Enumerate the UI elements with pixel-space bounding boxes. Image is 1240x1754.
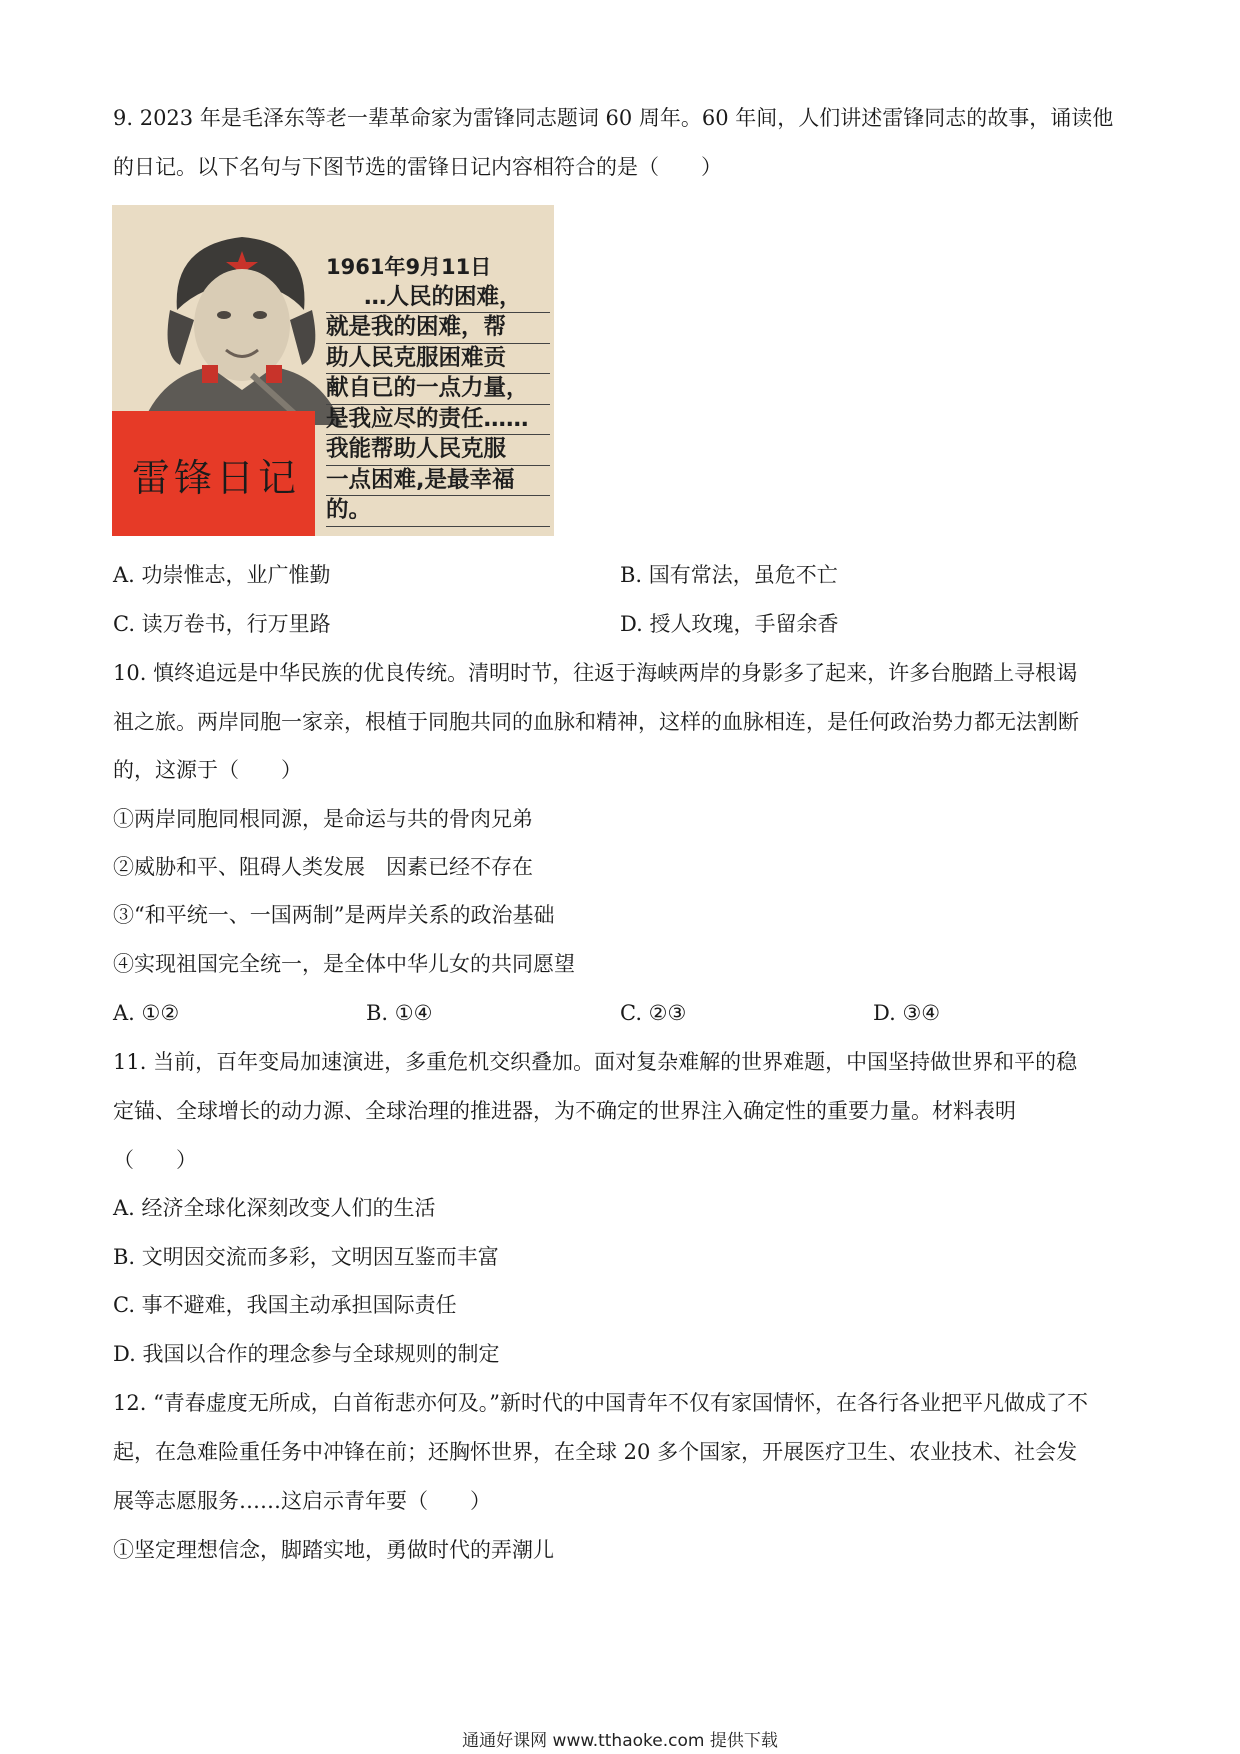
- diary-line: 一点困难,是最幸福: [326, 466, 550, 497]
- lei-feng-diary-image: [112, 205, 554, 536]
- lei-feng-portrait: [132, 215, 352, 425]
- diary-line: …人民的困难，: [326, 283, 550, 314]
- q10-option-d: D. ③④: [873, 1001, 941, 1025]
- q10-stem-line1: 10. 慎终追远是中华民族的优良传统。清明时节，往返于海峡两岸的身影多了起来，许多台胞踏上寻根谒: [113, 661, 1078, 685]
- q10-item-3: ③“和平统一、一国两制”是两岸关系的政治基础: [113, 903, 555, 927]
- q9-option-b: B. 国有常法，虽危不亡: [620, 563, 838, 587]
- q11-option-c: C. 事不避难，我国主动承担国际责任: [113, 1293, 457, 1317]
- q9-stem-line1: 9. 2023 年是毛泽东等老一辈革命家为雷锋同志题词 60 周年。60 年间，人们讲述雷锋同志的故事，诵读他: [113, 106, 1114, 130]
- q9-stem-line2: 的日记。以下名句与下图节选的雷锋日记内容相符合的是（ ）: [113, 155, 722, 179]
- q11-option-a: A. 经济全球化深刻改变人们的生活: [113, 1196, 436, 1220]
- q12-item-1: ①坚定理想信念，脚踏实地，勇做时代的弄潮儿: [113, 1538, 554, 1562]
- diary-line: 就是我的困难，帮: [326, 313, 550, 344]
- q10-option-c: C. ②③: [620, 1001, 687, 1025]
- q10-option-b: B. ①④: [366, 1001, 433, 1025]
- q10-item-4: ④实现祖国完全统一，是全体中华儿女的共同愿望: [113, 952, 575, 976]
- q10-item-1: ①两岸同胞同根同源，是命运与共的骨肉兄弟: [113, 807, 533, 831]
- diary-cover: [112, 411, 315, 536]
- diary-line: 助人民克服困难贡: [326, 344, 550, 375]
- q9-option-c: C. 读万卷书，行万里路: [113, 612, 331, 636]
- q11-stem-line3: （ ）: [113, 1148, 197, 1172]
- q12-stem-line2: 起，在急难险重任务中冲锋在前；还胸怀世界，在全球 20 多个国家，开展医疗卫生、农业技术、社会发: [113, 1440, 1078, 1464]
- q10-stem-line2: 祖之旅。两岸同胞一家亲，根植于同胞共同的血脉和精神，这样的血脉相连，是任何政治势力都无法割断: [113, 710, 1079, 734]
- q10-stem-line3: 的，这源于（ ）: [113, 758, 302, 782]
- diary-date: 1961年9月11日: [326, 255, 492, 279]
- q9-option-d: D. 授人玫瑰，手留余香: [620, 612, 839, 636]
- q9-option-a: A. 功崇惟志，业广惟勤: [113, 563, 331, 587]
- diary-excerpt: [326, 253, 550, 527]
- q10-item-2: ②威胁和平、阻碍人类发展 因素已经不存在: [113, 855, 533, 879]
- q11-stem-line1: 11. 当前，百年变局加速演进，多重危机交织叠加。面对复杂难解的世界难题，中国坚持做世界和平的稳: [113, 1050, 1078, 1074]
- q10-option-a: A. ①②: [113, 1001, 180, 1025]
- q12-stem-line3: 展等志愿服务……这启示青年要（ ）: [113, 1489, 491, 1513]
- diary-cover-title: 雷锋日记: [132, 456, 301, 500]
- diary-line: 是我应尽的责任……: [326, 405, 550, 436]
- page-footer: 通通好课网 www.tthaoke.com 提供下载: [462, 1731, 778, 1751]
- diary-line: 我能帮助人民克服: [326, 435, 550, 466]
- diary-line: 的。: [326, 496, 550, 527]
- q12-stem-line1: 12. “青春虚度无所成，白首衔悲亦何及。”新时代的中国青年不仅有家国情怀，在各行各业把平凡做成了不: [113, 1391, 1089, 1415]
- q11-option-b: B. 文明因交流而多彩，文明因互鉴而丰富: [113, 1245, 499, 1269]
- diary-line: 献自已的一点力量，: [326, 374, 550, 405]
- q11-option-d: D. 我国以合作的理念参与全球规则的制定: [113, 1342, 500, 1366]
- q11-stem-line2: 定锚、全球增长的动力源、全球治理的推进器，为不确定的世界注入确定性的重要力量。材料表明: [113, 1099, 1016, 1123]
